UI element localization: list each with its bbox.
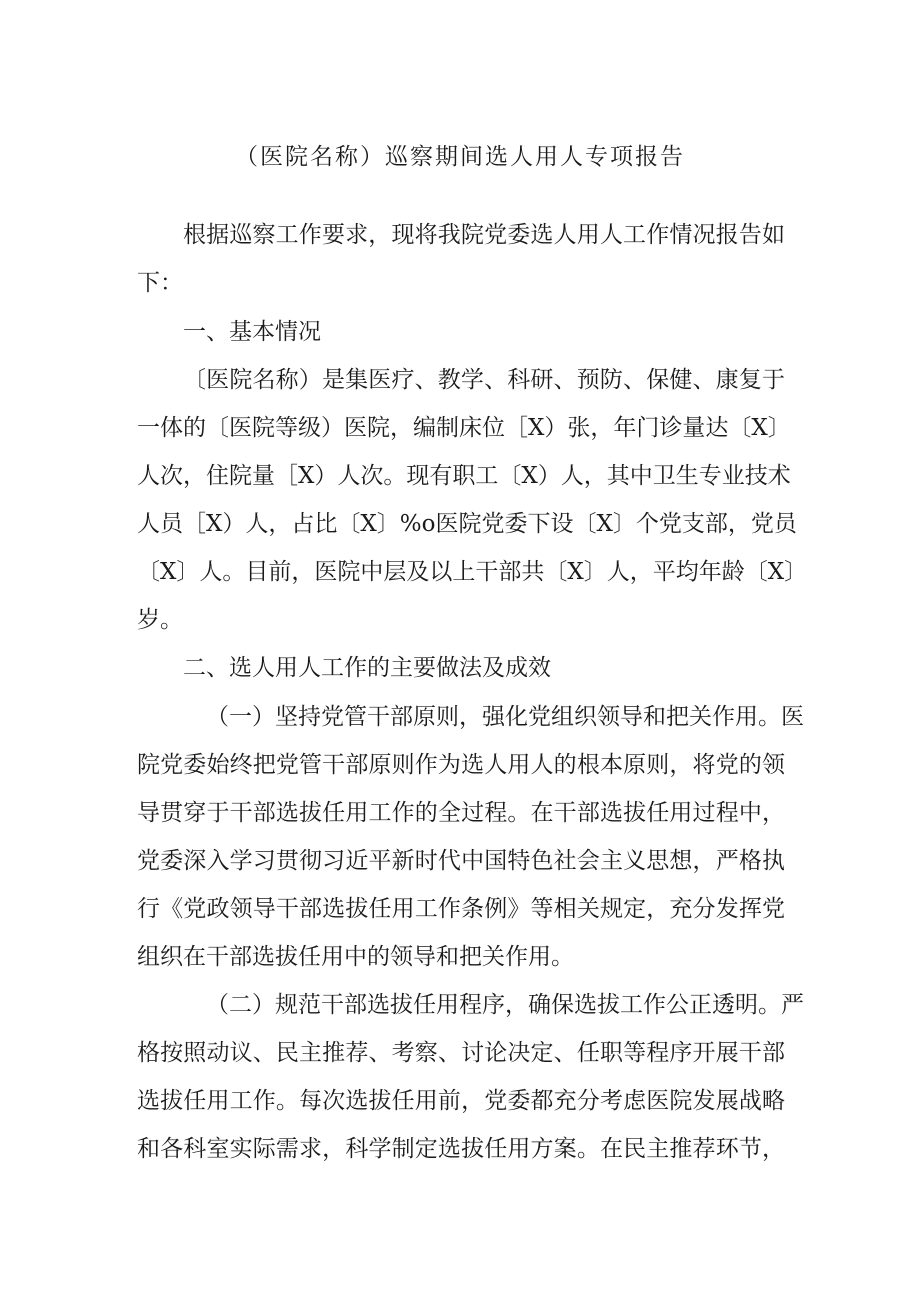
section1-line-5: 〔X〕人。目前，医院中层及以上干部共〔X〕人，平均年龄〔X〕 bbox=[137, 559, 808, 585]
section2-para1-line-6: 组织在干部选拔任用中的领导和把关作用。 bbox=[137, 944, 574, 970]
section1-line-4: 人员［X）人，占比〔X〕%o医院党委下设〔X〕个党支部，党员 bbox=[137, 511, 797, 537]
intro-line-2: 下： bbox=[137, 270, 183, 296]
section2-para2-line-1: （二）规范干部选拔任用程序，确保选拔工作公正透明。严 bbox=[206, 992, 804, 1018]
section2-para1-line-1: （一）坚持党管干部原则，强化党组织领导和把关作用。医 bbox=[206, 704, 804, 730]
intro-line-1: 根据巡察工作要求，现将我院党委选人用人工作情况报告如 bbox=[183, 222, 785, 248]
section1-line-3: 人次，住院量［X）人次。现有职工〔X）人，其中卫生专业技术 bbox=[137, 463, 791, 489]
section1-line-6: 岁。 bbox=[137, 607, 183, 633]
section1-line-2: 一体的〔医院等级）医院，编制床位［X）张，年门诊量达〔X〕 bbox=[137, 415, 791, 441]
section1-heading: 一、基本情况 bbox=[183, 319, 321, 345]
section2-para1-line-2: 院党委始终把党管干部原则作为选人用人的根本原则，将党的领 bbox=[137, 752, 785, 778]
section2-para1-line-4: 党委深入学习贯彻习近平新时代中国特色社会主义思想，严格执 bbox=[137, 848, 785, 874]
document-title: （医院名称）巡察期间选人用人专项报告 bbox=[235, 144, 685, 170]
section2-para2-line-4: 和各科室实际需求，科学制定选拔任用方案。在民主推荐环节， bbox=[137, 1136, 785, 1162]
section1-line-1: 〔医院名称）是集医疗、教学、科研、预防、保健、康复于 bbox=[183, 367, 785, 393]
section2-para2-line-2: 格按照动议、民主推荐、考察、讨论决定、任职等程序开展干部 bbox=[137, 1040, 785, 1066]
section2-para1-line-3: 导贯穿于干部选拔任用工作的全过程。在干部选拔任用过程中， bbox=[137, 800, 785, 826]
section2-para1-line-5: 行《党政领导干部选拔任用工作条例》等相关规定，充分发挥党 bbox=[137, 896, 785, 922]
section2-heading: 二、选人用人工作的主要做法及成效 bbox=[183, 655, 551, 681]
section2-para2-line-3: 选拔任用工作。每次选拔任用前，党委都充分考虑医院发展战略 bbox=[137, 1088, 785, 1114]
